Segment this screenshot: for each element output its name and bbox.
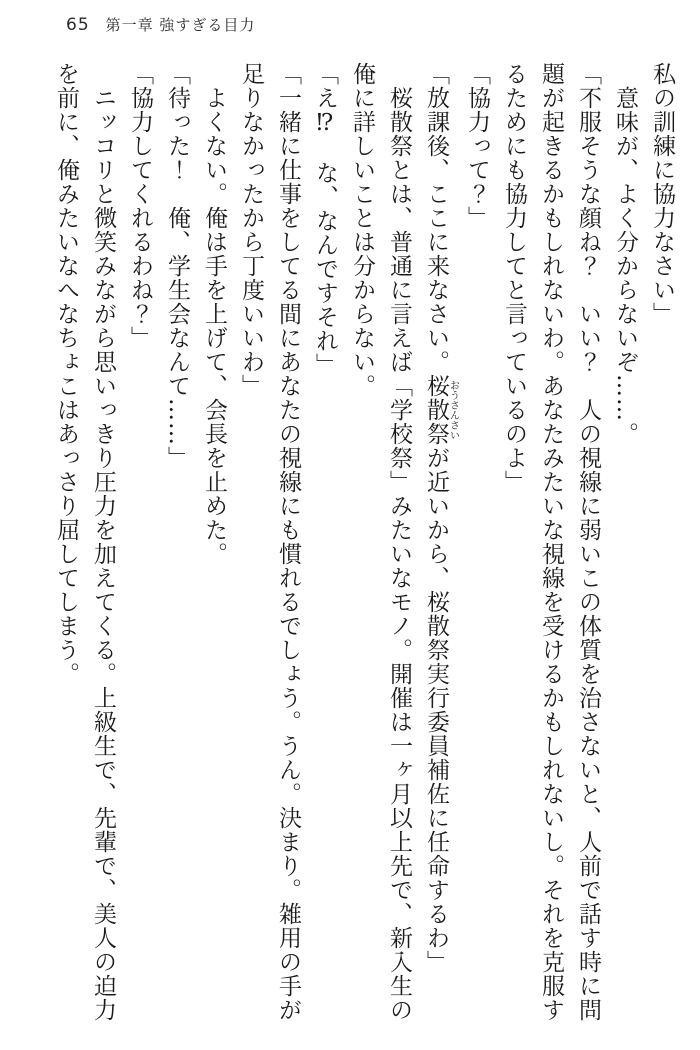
paragraph: 「え⁉ な、なんですそれ」 [312,62,338,377]
paragraph: 「一緒に仕事をしてる間にあなたの視線にも慣れるでしょう。うん。決まり。雑用の手が足りなかったから丁度いいわ」 [238,62,301,1022]
paragraph: 意味が、よく分からないぞ……。 [612,86,638,446]
ruby-word: 桜散祭おうさんさい [423,374,459,446]
paragraph: 「放課後、ここに来なさい。桜散祭おうさんさいが近いから、桜散祭実行委員補佐に任命するわ」 [423,62,459,974]
paragraph: よくない。俺は手を上げて、会長を止めた。 [201,86,227,566]
text-body [32,62,680,1036]
paragraph: 「協力って？」 [464,62,490,230]
furigana: おうさんさい [447,374,459,446]
page-number: 65 [66,15,90,35]
running-head [66,14,255,35]
paragraph: 桜散祭とは、普通に言えば「学校祭」みたいなモノ。開催は一ヶ月以上先で、新入生の俺に詳しいことは分からない。 [349,62,412,1022]
paragraph: 「不服そうな顔ね？ いい？ 人の視線に弱いこの体質を治さないと、人前で話す時に問題が起きるかもしれないわ。あなたみたいな視線を受けるかもしれないし。それを克服するためにも協力してと言っているのよ」 [501,62,601,1022]
paragraph: 私の訓練に協力なさい」 [649,62,675,326]
paragraph: 「協力してくれるわね？」 [127,62,153,350]
chapter-title: 第一章 強すぎる目力 [105,16,256,34]
paragraph: 「待った！ 俺、学生会なんて……」 [164,62,190,470]
paragraph: ニッコリと微笑みながら思いっきり圧力を加えてくる。上級生で、先輩で、美人の迫力を前に、俺みたいなへなちょこはあっさり屈してしまう。 [53,62,116,1022]
